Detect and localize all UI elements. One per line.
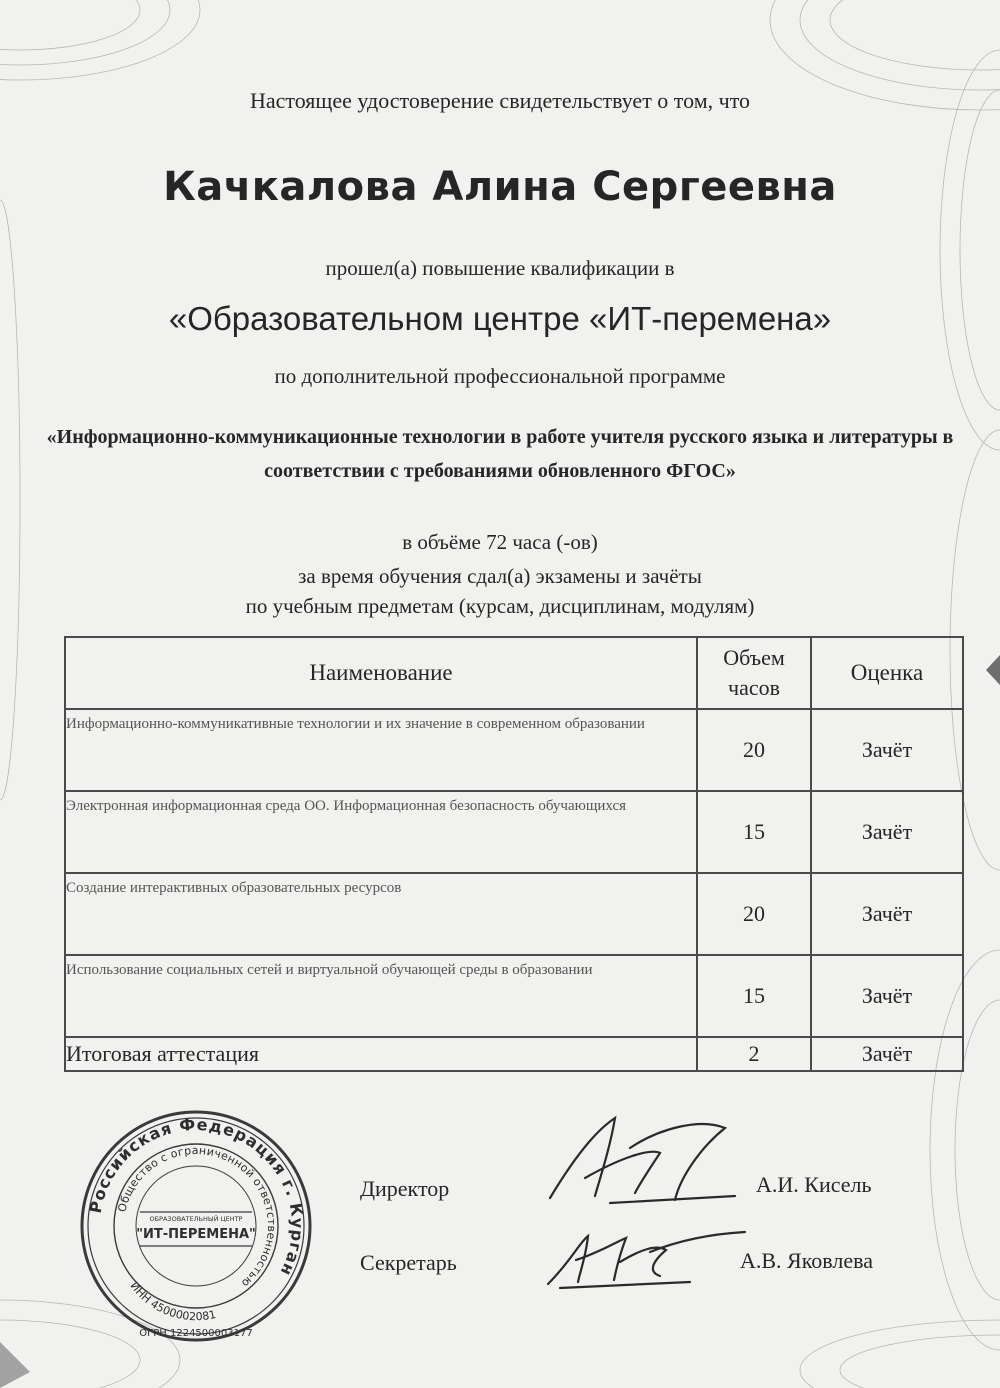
seal-inner-text: Общество с ограниченной ответственностью xyxy=(115,1143,279,1290)
header-hours xyxy=(697,637,811,709)
subject-grade: Зачёт xyxy=(811,709,963,791)
subject-grade: Зачёт xyxy=(811,791,963,873)
table-row xyxy=(65,709,963,791)
final-attestation-row xyxy=(65,1037,963,1071)
final-attestation-grade: Зачёт xyxy=(811,1037,963,1071)
subject-name: Электронная информационная среда ОО. Информационная безопасность обучающихся xyxy=(65,791,697,873)
center-name: «Образовательном центре «ИТ-перемена» xyxy=(168,300,832,337)
director-label: Директор xyxy=(360,1176,450,1201)
svg-text:ИНН 4500002081 xyxy=(128,1279,218,1323)
seal-inn: ИНН 4500002081 xyxy=(127,1279,218,1324)
secretary-signature xyxy=(540,1222,750,1294)
subject-hours: 20 xyxy=(697,709,811,791)
secretary-label: Секретарь xyxy=(360,1250,457,1275)
subject-hours: 20 xyxy=(697,873,811,955)
program-title: «Информационно-коммуникационные технологии в работе учителя русского языка и литературы в соответствии с требованиями обновленного ФГОС» xyxy=(46,426,954,482)
passed-text: прошел(а) повышение квалификации в xyxy=(325,256,675,280)
subject-name: Использование социальных сетей и виртуальной обучающей среды в образовании xyxy=(65,955,697,1037)
subject-name: Создание интерактивных образовательных ресурсов xyxy=(65,873,697,955)
header-grade: Оценка xyxy=(811,637,963,709)
header-hours-line1: Объем xyxy=(723,645,785,670)
final-attestation-hours: 2 xyxy=(697,1037,811,1071)
holder-name: Качкалова Алина Сергеевна xyxy=(163,164,837,210)
table-row xyxy=(65,791,963,873)
header-hours-line2: часов xyxy=(728,675,780,700)
intro-text: Настоящее удостоверение свидетельствует о том, что xyxy=(249,88,751,113)
table-row xyxy=(65,873,963,955)
subject-hours: 15 xyxy=(697,791,811,873)
subject-name: Информационно-коммуникативные технологии и их значение в современном образовании xyxy=(65,709,697,791)
volume-text: в объёме 72 часа (-ов) xyxy=(402,530,598,554)
subject-hours: 15 xyxy=(697,955,811,1037)
subject-grade: Зачёт xyxy=(811,955,963,1037)
subject-grade: Зачёт xyxy=(811,873,963,955)
director-signature xyxy=(540,1108,740,1208)
table-row xyxy=(65,955,963,1037)
seal-center-small: ОБРАЗОВАТЕЛЬНЫЙ ЦЕНТР xyxy=(149,1215,243,1223)
program-lead-text: по дополнительной профессиональной программе xyxy=(274,364,726,388)
exams-text-line2: по учебным предметам (курсам, дисциплинам, модулям) xyxy=(245,594,755,618)
organization-seal xyxy=(78,1108,314,1344)
director-name: А.И. Кисель xyxy=(756,1172,872,1197)
subjects-table xyxy=(64,636,964,1072)
final-attestation-name: Итоговая аттестация xyxy=(65,1037,697,1071)
secretary-name: А.В. Яковлева xyxy=(740,1248,874,1273)
seal-ogrn: ОГРН 1224500003177 xyxy=(139,1328,253,1339)
header-name: Наименование xyxy=(65,637,697,709)
exams-text-line1: за время обучения сдал(а) экзамены и зачёты xyxy=(298,564,702,588)
table-header-row xyxy=(65,637,963,709)
seal-center-big: "ИТ-ПЕРЕМЕНА" xyxy=(136,1227,256,1242)
seal-outer-text: Российская Федерация г. Курган xyxy=(85,1114,308,1280)
